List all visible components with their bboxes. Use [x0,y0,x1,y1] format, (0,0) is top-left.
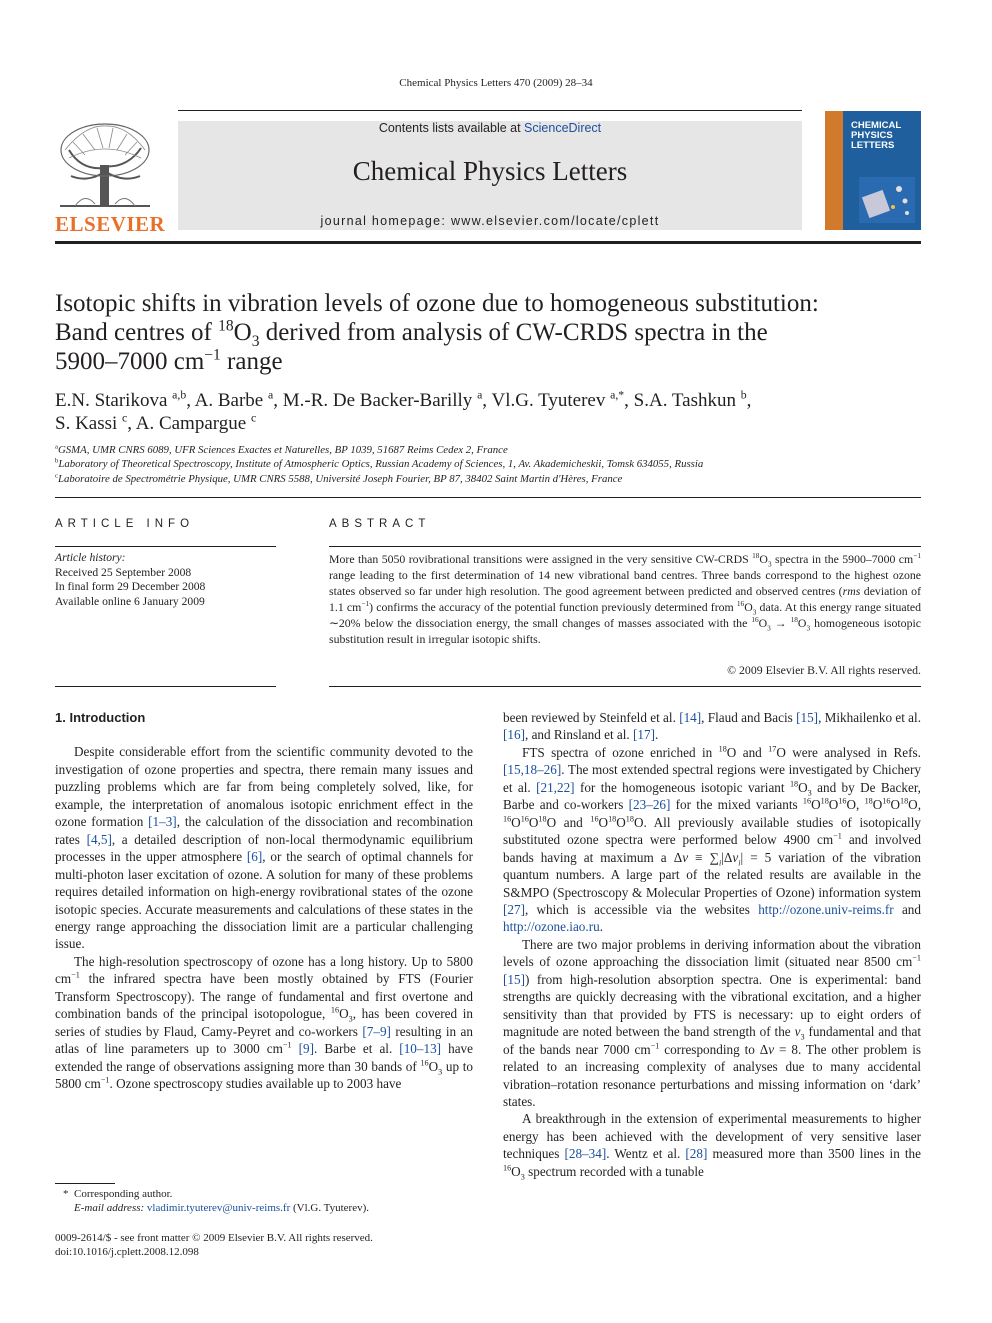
front-matter: 0009-2614/$ - see front matter © 2009 Elsevier B.V. All rights reserved. doi:10.1016/j.cplett.2008.12.098 [55,1232,373,1258]
journal-homepage[interactable]: journal homepage: www.elsevier.com/locate/cplett [320,214,660,228]
paragraph: The high-resolution spectroscopy of ozone has a long history. Up to 5800 $cm^{-1}$ the infrared spectra have been mostly obtained by FTS (Fourier Transform Spectroscopy). The range of fundamental and first overtone and combination bands of the principal isotopologue, $^{16}O_3$, has been covered in series of studies by Flaud, Camy-Peyret and co-workers [7–9] resulting in an atlas of line parameters up to 3000 $cm^{-1}$ [9]. Barbe et al. [10–13] have extended the range of observations assigning more than 30 bands of $^{16}O_3$ up to 5800 $cm^{-1}$. Ozone spectroscopy studies available up to 2003 have [55,953,474,1092]
body-column-left [55,709,473,1093]
footnote-email: E-mail address: vladimir.tyuterev@univ-reims.fr (Vl.G. Tyuterev). [74,1202,370,1214]
article-info-rule [55,546,276,547]
abstract-text: More than 5050 rovibrational transitions were assigned in the very sensitive CW-CRDS $^{18}O_3$ spectra in the 5900–7000 $cm^{-1}$ range leading to the first determination of 14 new vibrational band centres. Three bands correspond to the highest ozone states observed so far under high resolution. The good agreement between predicted and observed centres (rms deviation of 1.1 $cm^{-1}$) confirms the accuracy of the potential function previously determined from $^{16}O_3$ data. At this energy range situated ∼20% below the dissociation energy, the small changes of masses associated with the $^{16}O_3 \to ^{18}O_3$ homogeneous isotopic substitution result in irregular isotopic shifts. [329,551,922,646]
journal-name: Chemical Physics Letters [352,156,628,186]
paragraph: A breakthrough in the extension of experimental measurements to higher energy has been achieved with the development of very sensitive laser techniques [28–34]. Wentz et al. [28] measured more than 3500 lines in the $^{16}O_3$ spectrum recorded with a tunable [503,1111,922,1182]
paragraph: There are two major problems in deriving information about the vibration levels of ozone approaching the dissociation limit (situated near 8500 $cm^{-1}$ [15]) from high-resolution absorption spectra. One is experimental: band strengths are quickly decreasing with the vibrational excitation, and a higher sensitivity than that provided by FTS is necessary: up to eight orders of magnitude are noted between the band strength of the $v_3$ fundamental and that of the bands near 7000 $cm^{-1}$ corresponding to Δv = 8. The other problem is related to an increasing complexity of analyses due to many accidental vibration–rotation resonance perturbations and missing information on ‘dark’ states. [503,936,922,1109]
elsevier-wordmark: ELSEVIER [55,212,166,236]
author[interactable]: M.-R. De Backer-Barilly [282,390,473,411]
abstract-bottom-rule [329,686,921,687]
abstract-copyright: © 2009 Elsevier B.V. All rights reserved. [727,663,921,677]
article-info-heading: ARTICLE INFO [55,518,195,530]
paragraph: FTS spectra of ozone enriched in $^{18}$O and $^{17}$O were analysed in Refs. [15,18–26]. The most extended spectral regions were investigated by Chichery et al. [21,22] for the homogeneous isotopic variant $^{18}O_3$ and by De Backer, Barbe and co-workers [23–26] for the mixed variants $^{16}O^{18}O^{16}O$, $^{18}O^{16}O^{18}O$, $^{16}O^{16}O^{18}O$ and $^{16}O^{18}O^{18}O$. All previously available studies of isotopically substituted ozone spectra were performed below 4900 $cm^{-1}$ and involved bands having at maximum a $\Delta v \equiv \sum_i|\Delta v_i| = 5$ variation of the vibration quantum numbers. A large part of the related results are available in the S&MPO (Spectroscopy & Molecular Properties of Ozone) information system [27], which is accessible via the websites http://ozone.univ-reims.fr and http://ozone.iao.ru. [503,744,921,935]
paragraph: been reviewed by Steinfeld et al. [14], Flaud and Bacis [15], Mikhailenko et al. [16], and Rinsland et al. [17]. [503,710,921,743]
contents-line: Contents lists available at ScienceDirect [378,121,602,135]
cover-title: CHEMICAL PHYSICS LETTERS [851,120,902,151]
author[interactable]: S. Kassi [55,413,118,434]
journal-cover-thumbnail [825,111,921,230]
cover-artwork [859,177,915,223]
author[interactable]: Vl.G. Tyuterev [491,390,606,411]
email-link[interactable]: vladimir.tyuterev@univ-reims.fr [146,1202,291,1214]
article-info-bottom-rule [55,686,276,687]
elsevier-tree-logo [55,120,155,210]
article-title: Isotopic shifts in vibration levels of ozone due to homogeneous substitution: Band centres of $^{18}O_3$ derived from analysis of CW-CRDS spectra in the 5900–7000 $cm^{-1}$ range [55,290,819,375]
author[interactable]: E.N. Starikova [55,390,168,411]
sciencedirect-link[interactable]: ScienceDirect [524,121,602,135]
abstract-rule [329,546,921,547]
doi[interactable]: doi:10.1016/j.cplett.2008.12.098 [55,1246,199,1258]
footnote-corresponding: * Corresponding author. [63,1188,173,1200]
affiliation-b: $^b$Laboratory of Theoretical Spectroscopy, Institute of Atmospheric Optics, Russian Academy of Sciences, 1, Av. Akademicheskii, Tomsk 634055, Russia [55,457,704,470]
body-column-right [503,709,921,1180]
author[interactable]: S.A. Tashkun [633,390,736,411]
header-top-rule [178,110,802,111]
paragraph: Despite considerable effort from the scientific community devoted to the investigation of ozone properties and spectra, there remain many issues and puzzling problems which are far from being completely solved, like, for example, the interpretation of anomalous isotopic enrichment effect in the ozone formation [1–3], the calculation of the dissociation and recombination rates [4,5], a detailed description of non-local thermodynamic equilibrium processes in the upper atmosphere [6], or the search of optimal channels for multi-photon laser excitation of ozone. A solution for many of these problems requires detailed information on high-energy rovibrational states of the ozone isotopic species. Accurate measurements and calculations of these states in the energy range approaching the dissociation limit are a particular challenging issue. [55,744,474,952]
author[interactable]: A. Campargue [135,413,247,434]
author[interactable]: A. Barbe [194,390,264,411]
affiliation-rule [55,497,921,498]
article-history: Article history: Received 25 September 2008 In final form 29 December 2008 Available online 6 January 2009 [55,551,206,608]
affiliation-a: $^a$GSMA, UMR CNRS 6089, UFR Sciences Exactes et Naturelles, BP 1039, 51687 Reims Cedex 2, France [55,443,508,456]
author-list: E.N. Starikova $^{a,b}$, A. Barbe $^a$, M.-R. De Backer-Barilly $^a$, Vl.G. Tyuterev $^{a,*}$, S.A. Tashkun $^b$, S. Kassi $^c$, A. Campargue $^c$ [55,388,752,434]
section-heading: 1. Introduction [55,710,146,725]
journal-citation: Chemical Physics Letters 470 (2009) 28–34 [399,77,593,89]
abstract-heading: ABSTRACT [329,518,431,530]
affiliation-c: $^c$Laboratoire de Spectrométrie Physique, UMR CNRS 5588, Université Joseph Fourier, BP 87, 38402 Saint Martin d'Hères, France [55,472,623,485]
footnote-rule [55,1183,115,1184]
header-bottom-rule [55,241,921,244]
